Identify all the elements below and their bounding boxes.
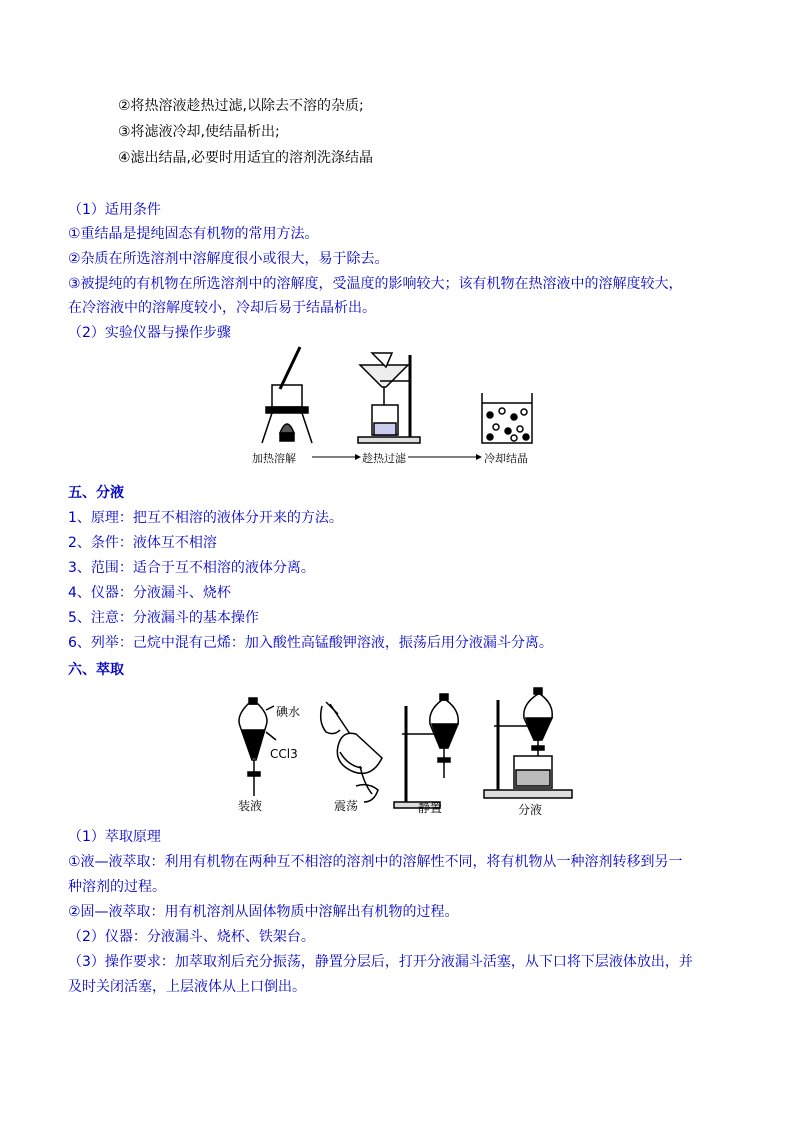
extraction-line-2: 种溶剂的过程。 [68, 879, 166, 895]
extraction-line-1: ①液—液萃取：利用有机物在两种互不相溶的溶剂中的溶解性不同，将有机物从一种溶剂转移到另一 [68, 854, 683, 870]
extraction-line-4: （2）仪器：分液漏斗、烧杯、铁架台。 [68, 929, 315, 945]
label-loading: 装液 [238, 799, 263, 813]
section-5-item-4: 4、仪器：分液漏斗、烧杯 [68, 585, 231, 601]
condition-2: ②杂质在所选溶剂中溶解度很小或很大，易于除去。 [68, 251, 389, 267]
label-heating: 加热溶解 [252, 452, 296, 465]
label-cooling: 冷却结晶 [484, 452, 528, 465]
section-5-item-2: 2、条件：液体互不相溶 [68, 535, 217, 551]
section-5-item-5: 5、注意：分液漏斗的基本操作 [68, 610, 259, 626]
extraction-principle-title: （1）萃取原理 [68, 829, 161, 845]
label-separating: 分液 [518, 803, 543, 817]
extraction-line-6: 及时关闭活塞，上层液体从上口倒出。 [68, 979, 306, 995]
label-filtering: 趁热过滤 [362, 452, 406, 465]
step-4: ④滤出结晶,必要时用适宜的溶剂洗涤结晶 [118, 150, 373, 166]
extraction-line-5: （3）操作要求：加萃取剂后充分振荡，静置分层后，打开分液漏斗活塞，从下口将下层液体放出，并 [68, 954, 693, 970]
label-shaking: 震荡 [334, 799, 359, 813]
condition-3: ③被提纯的有机物在所选溶剂中的溶解度，受温度的影响较大；该有机物在热溶液中的溶解度较大， [68, 276, 683, 292]
section-5-heading: 五、分液 [68, 485, 124, 501]
cooling-apparatus-icon [482, 393, 532, 443]
extraction-figure [222, 686, 582, 820]
label-standing: 静置 [418, 801, 443, 815]
extraction-line-3: ②固—液萃取：用有机溶剂从固体物质中溶解出有机物的过程。 [68, 904, 459, 920]
step-3: ③将滤液冷却,使结晶析出; [118, 124, 280, 140]
label-iodine-water: 碘水 [276, 705, 301, 719]
step-2: ②将热溶液趁热过滤,以除去不溶的杂质; [118, 98, 364, 114]
condition-1: ①重结晶是提纯固态有机物的常用方法。 [68, 226, 319, 242]
recrystallization-figure [250, 345, 585, 473]
section-5-item-3: 3、范围：适合于互不相溶的液体分离。 [68, 560, 315, 576]
section-5-item-6: 6、列举：己烷中混有己烯：加入酸性高锰酸钾溶液，振荡后用分液漏斗分离。 [68, 635, 553, 651]
label-ccl3: CCl3 [270, 747, 298, 761]
condition-3-cont: 在冷溶液中的溶解度较小，冷却后易于结晶析出。 [68, 300, 376, 316]
section-5-item-1: 1、原理：把互不相溶的液体分开来的方法。 [68, 510, 343, 526]
apparatus-title: （2）实验仪器与操作步骤 [68, 325, 231, 341]
conditions-title: （1）适用条件 [68, 202, 161, 218]
section-6-heading: 六、萃取 [68, 662, 124, 678]
